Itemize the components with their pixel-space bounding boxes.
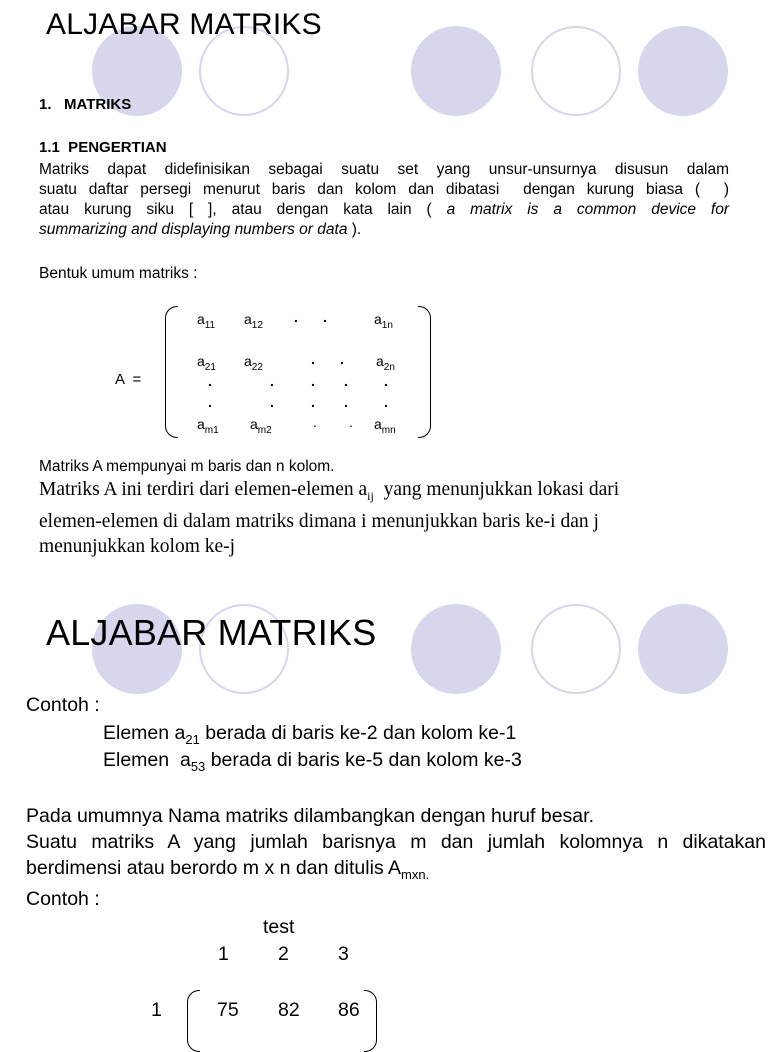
- column-label: 3: [338, 943, 349, 965]
- matrix-element: $a_{21}$: [197, 353, 216, 373]
- matrix-dot: .: [349, 414, 353, 430]
- column-label: 2: [278, 943, 289, 965]
- section-heading: 1. MATRIKS: [39, 96, 132, 113]
- matrix-dot: .: [384, 394, 388, 410]
- matrix-dot: .: [311, 394, 315, 410]
- matrix-dot: .: [384, 373, 388, 389]
- slide-title: ALJABAR MATRIKS: [46, 612, 377, 653]
- matrix-dot: .: [294, 309, 298, 325]
- paragraph-italic: summarizing and displaying numbers or data: [39, 221, 348, 238]
- decor-circle-filled-3: [638, 604, 728, 694]
- paragraph-text: atau kurung siku [ ], atau dengan kata lain (: [39, 201, 432, 218]
- decor-circle-filled-2: [411, 604, 501, 694]
- paragraph-line: Matriks dapat didefinisikan sebagai suatu set yang unsur-unsurnya disusun dalam: [39, 161, 729, 178]
- example-line: Elemen $a_{21}$ berada di baris ke-2 dan kolom ke-1: [103, 722, 517, 747]
- matrix-element: $a_{m2}$: [250, 416, 272, 436]
- element-explanation: [39, 477, 619, 559]
- example-label: Contoh :: [26, 888, 100, 910]
- decor-circle-filled-3: [638, 26, 728, 116]
- matrix-cell: 75: [217, 999, 239, 1021]
- paragraph-line: Suatu matriks A yang jumlah barisnya m dan jumlah kolomnya n dikatakan: [26, 831, 766, 853]
- slide-title: ALJABAR MATRIKS: [46, 8, 322, 41]
- table-header: test: [263, 916, 295, 938]
- explanation-line: menunjukkan kolom ke-j: [39, 535, 236, 557]
- definition-paragraph: [39, 160, 729, 240]
- matrix-left-bracket: [165, 306, 178, 438]
- decor-circle-ring-2: [531, 26, 621, 116]
- matrix-dot: .: [270, 394, 274, 410]
- paragraph-line: [39, 200, 729, 220]
- explanation-line: Matriks A ini terdiri dari elemen-elemen $a_{ij}$ yang menunjukkan lokasi dari: [39, 479, 620, 503]
- paragraph-line: berdimensi atau berordo m x n dan ditulis $A_{mxn.}$: [26, 857, 430, 882]
- matrix-right-bracket: [418, 306, 431, 438]
- row-label: 1: [151, 999, 162, 1021]
- matrix-element: $a_{11}$: [197, 311, 216, 331]
- matrix-cell: 82: [278, 999, 300, 1021]
- paragraph-text: ).: [347, 221, 362, 238]
- example-matrix-right-bracket: [364, 990, 377, 1052]
- matrix-element: $a_{1n}$: [374, 311, 393, 331]
- subsection-heading: 1.1 PENGERTIAN: [39, 139, 167, 156]
- general-form-label: Bentuk umum matriks :: [39, 265, 198, 282]
- example-line: Elemen $a_{53}$ berada di baris ke-5 dan kolom ke-3: [103, 749, 522, 774]
- matrix-element: $a_{mn}$: [374, 416, 396, 436]
- matrix-dot: .: [311, 351, 315, 367]
- example-matrix-left-bracket: [187, 990, 200, 1052]
- matrix-element: $a_{2n}$: [376, 353, 395, 373]
- matrix-dot: .: [344, 373, 348, 389]
- paragraph-line: [39, 220, 729, 240]
- paragraph-italic: a matrix is a common device for: [446, 201, 730, 218]
- dimension-paragraph: [26, 829, 766, 888]
- matrix-dot: .: [340, 351, 344, 367]
- matrix-dot: .: [311, 373, 315, 389]
- example-label: Contoh :: [26, 694, 100, 716]
- matrix-dot: .: [208, 373, 212, 389]
- matrix-dot: .: [344, 394, 348, 410]
- matrix-note: Matriks A mempunyai m baris dan n kolom.: [39, 458, 335, 475]
- decor-circle-ring-2: [531, 604, 621, 694]
- matrix-cell: 86: [338, 999, 360, 1021]
- matrix-label: A =: [115, 371, 142, 388]
- decor-circle-filled-2: [411, 26, 501, 116]
- matrix-dot: .: [313, 414, 317, 430]
- matrix-element: $a_{m1}$: [197, 416, 219, 436]
- paragraph-line: suatu daftar persegi menurut baris dan kolom dan dibatasi dengan kurung biasa ( ): [39, 181, 729, 198]
- matrix-dot: .: [208, 394, 212, 410]
- matrix-element: $a_{22}$: [244, 353, 263, 373]
- naming-paragraph: Pada umumnya Nama matriks dilambangkan dengan huruf besar.: [26, 805, 594, 827]
- column-label: 1: [218, 943, 229, 965]
- matrix-element: $a_{12}$: [244, 311, 263, 331]
- matrix-dot: .: [270, 373, 274, 389]
- explanation-line: elemen-elemen di dalam matriks dimana i menunjukkan baris ke-i dan j: [39, 510, 599, 532]
- matrix-dot: .: [323, 309, 327, 325]
